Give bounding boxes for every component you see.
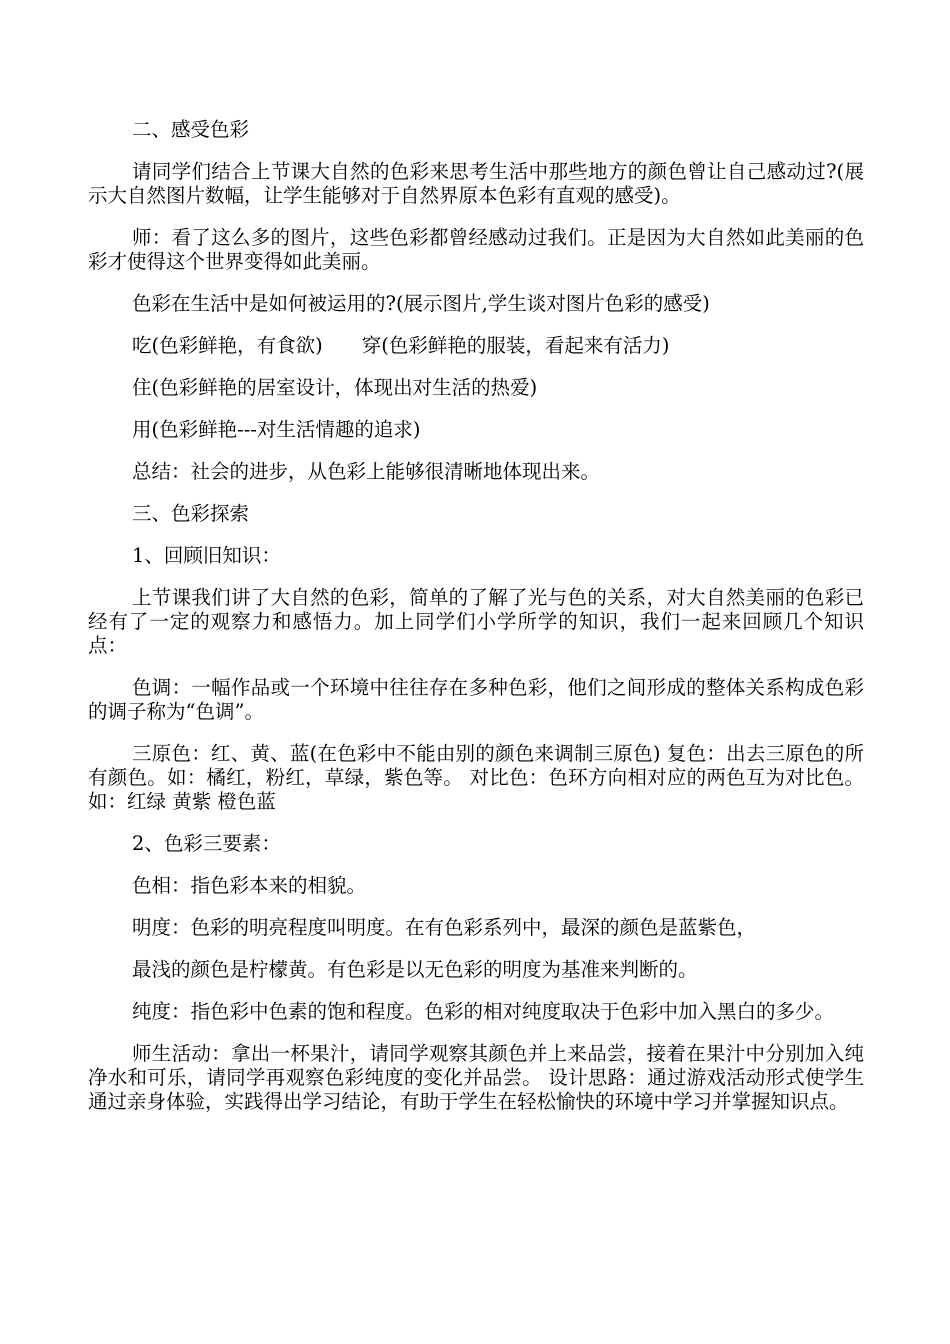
paragraph: 师：看了这么多的图片，这些色彩都曾经感动过我们。正是因为大自然如此美丽的色彩才使得这个世界变得如此美丽。	[88, 226, 864, 273]
paragraph: 吃(色彩鲜艳，有食欲) 穿(色彩鲜艳的服装，看起来有活力)	[132, 334, 670, 357]
document-page	[88, 118, 864, 1132]
paragraph: 三原色：红、黄、蓝(在色彩中不能由别的颜色来调制三原色) 复色：出去三原色的所有颜色。如：橘红，粉红，草绿，紫色等。 对比色：色环方向相对应的两色互为对比色。如：红绿 黄紫 橙色蓝	[88, 742, 864, 813]
paragraph: 明度：色彩的明亮程度叫明度。在有色彩系列中，最深的颜色是蓝紫色，	[132, 916, 757, 939]
paragraph: 色相：指色彩本来的相貌。	[132, 874, 367, 897]
paragraph: 上节课我们讲了大自然的色彩，简单的了解了光与色的关系，对大自然美丽的色彩已经有了一定的观察力和感悟力。加上同学们小学所学的知识，我们一起来回顾几个知识点：	[88, 586, 864, 657]
paragraph: 色调：一幅作品或一个环境中往往存在多种色彩，他们之间形成的整体关系构成色彩的调子称为“色调”。	[88, 676, 864, 723]
paragraph: 住(色彩鲜艳的居室设计，体现出对生活的热爱)	[132, 376, 538, 399]
paragraph: 师生活动：拿出一杯果汁，请同学观察其颜色并上来品尝，接着在果汁中分别加入纯净水和可乐，请同学再观察色彩纯度的变化并品尝。 设计思路：通过游戏活动形式使学生通过亲身体验，实践得出学习结论，有助于学生在轻松愉快的环境中学习并掌握知识点。	[88, 1042, 864, 1113]
paragraph: 总结：社会的进步，从色彩上能够很清晰地体现出来。	[132, 460, 601, 483]
section-heading: 二、感受色彩	[132, 118, 250, 141]
section-heading: 三、色彩探索	[132, 502, 250, 525]
subsection-heading: 2、色彩三要素：	[132, 832, 281, 855]
paragraph: 请同学们结合上节课大自然的色彩来思考生活中那些地方的颜色曾让自己感动过?(展示大自然图片数幅，让学生能够对于自然界原本色彩有直观的感受)。	[88, 160, 864, 207]
paragraph: 纯度：指色彩中色素的饱和程度。色彩的相对纯度取决于色彩中加入黑白的多少。	[132, 1000, 835, 1023]
paragraph: 最浅的颜色是柠檬黄。有色彩是以无色彩的明度为基准来判断的。	[132, 958, 698, 981]
paragraph: 色彩在生活中是如何被运用的?(展示图片,学生谈对图片色彩的感受)	[132, 292, 710, 315]
subsection-heading: 1、回顾旧知识：	[132, 544, 281, 567]
paragraph: 用(色彩鲜艳---对生活情趣的追求)	[132, 418, 421, 441]
